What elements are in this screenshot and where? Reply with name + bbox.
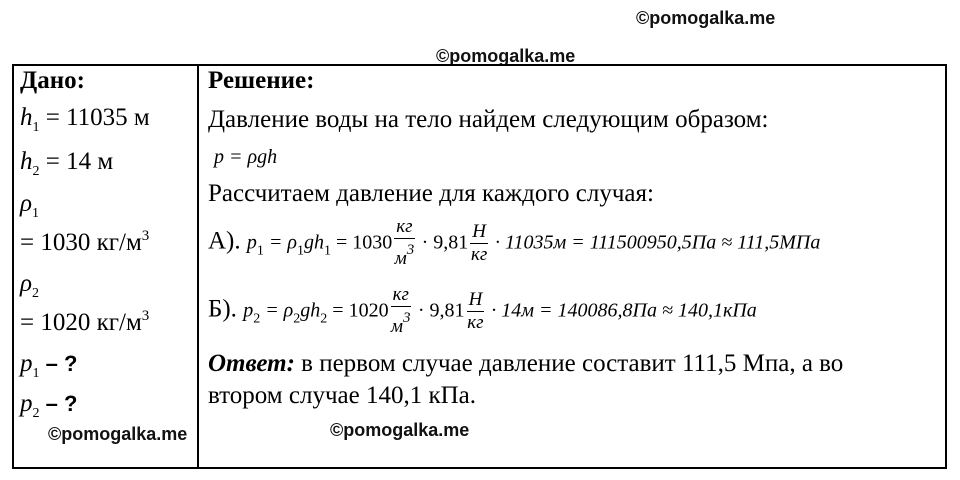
watermark: ©pomogalka.me: [636, 8, 776, 28]
fraction-kg-per-m3: $\frac{кг}{м^3}$: [394, 216, 415, 269]
given-column: [20, 66, 195, 421]
column-divider: [197, 64, 199, 469]
solution-heading: Решение:: [208, 67, 315, 94]
given-rho2-value: = 1020 $кг/м^3$: [20, 308, 150, 336]
fraction-n-per-kg: $\frac{Н}{кг}$: [470, 220, 488, 265]
solution-text-2: Рассчитаем давление для каждого случая:: [208, 180, 654, 207]
given-rho1-value: = 1030 $кг/м^3$: [20, 228, 150, 256]
answer-line-2: втором случае 140,1 кПа.: [208, 382, 477, 409]
solution-text-1: Давление воды на тело найдем следующим образом:: [208, 106, 769, 133]
fraction-n-per-kg: $\frac{Н}{кг}$: [467, 288, 484, 333]
given-rho1-symbol: $\rho_1$: [20, 190, 39, 221]
given-heading: Дано:: [20, 67, 85, 94]
answer-label: Ответ:: [208, 350, 295, 377]
given-rho2-symbol: $\rho_2$: [20, 270, 39, 301]
given-h1: $h_1 = 11035$ м: [20, 104, 150, 135]
fraction-kg-per-m3: $\frac{кг}{м^3}$: [390, 284, 411, 337]
watermark: ©pomogalka.me: [436, 46, 576, 66]
watermark: ©pomogalka.me: [48, 424, 188, 444]
given-h2: $h_2 = 14$ м: [20, 148, 114, 179]
answer-line-1: Ответ: в первом случае давление составит 111,5 Мпа, а во: [208, 350, 844, 377]
case-a-calculation: А). $p_1 = \rho_1gh_1 = 1030$ $\frac{кг}{м^3}$ · 9,81 $\frac{Н}{кг}$ · 11035м = 111500950,5Па ≈ 111,5МПа: [208, 216, 821, 269]
given-p2-unknown: $p_2$ – ?: [20, 390, 78, 421]
watermark: ©pomogalka.me: [330, 420, 470, 440]
case-b-calculation: Б). $p_2 = \rho_2gh_2 = 1020$ $\frac{кг}{м^3}$ · 9,81 $\frac{Н}{кг}$ · 14м = 140086,8Па ≈ 140,1кПа: [208, 284, 757, 337]
given-p1-unknown: $p_1$ – ?: [20, 350, 78, 381]
pressure-formula: p = ρgh: [214, 146, 278, 168]
solution-column: [208, 66, 943, 409]
